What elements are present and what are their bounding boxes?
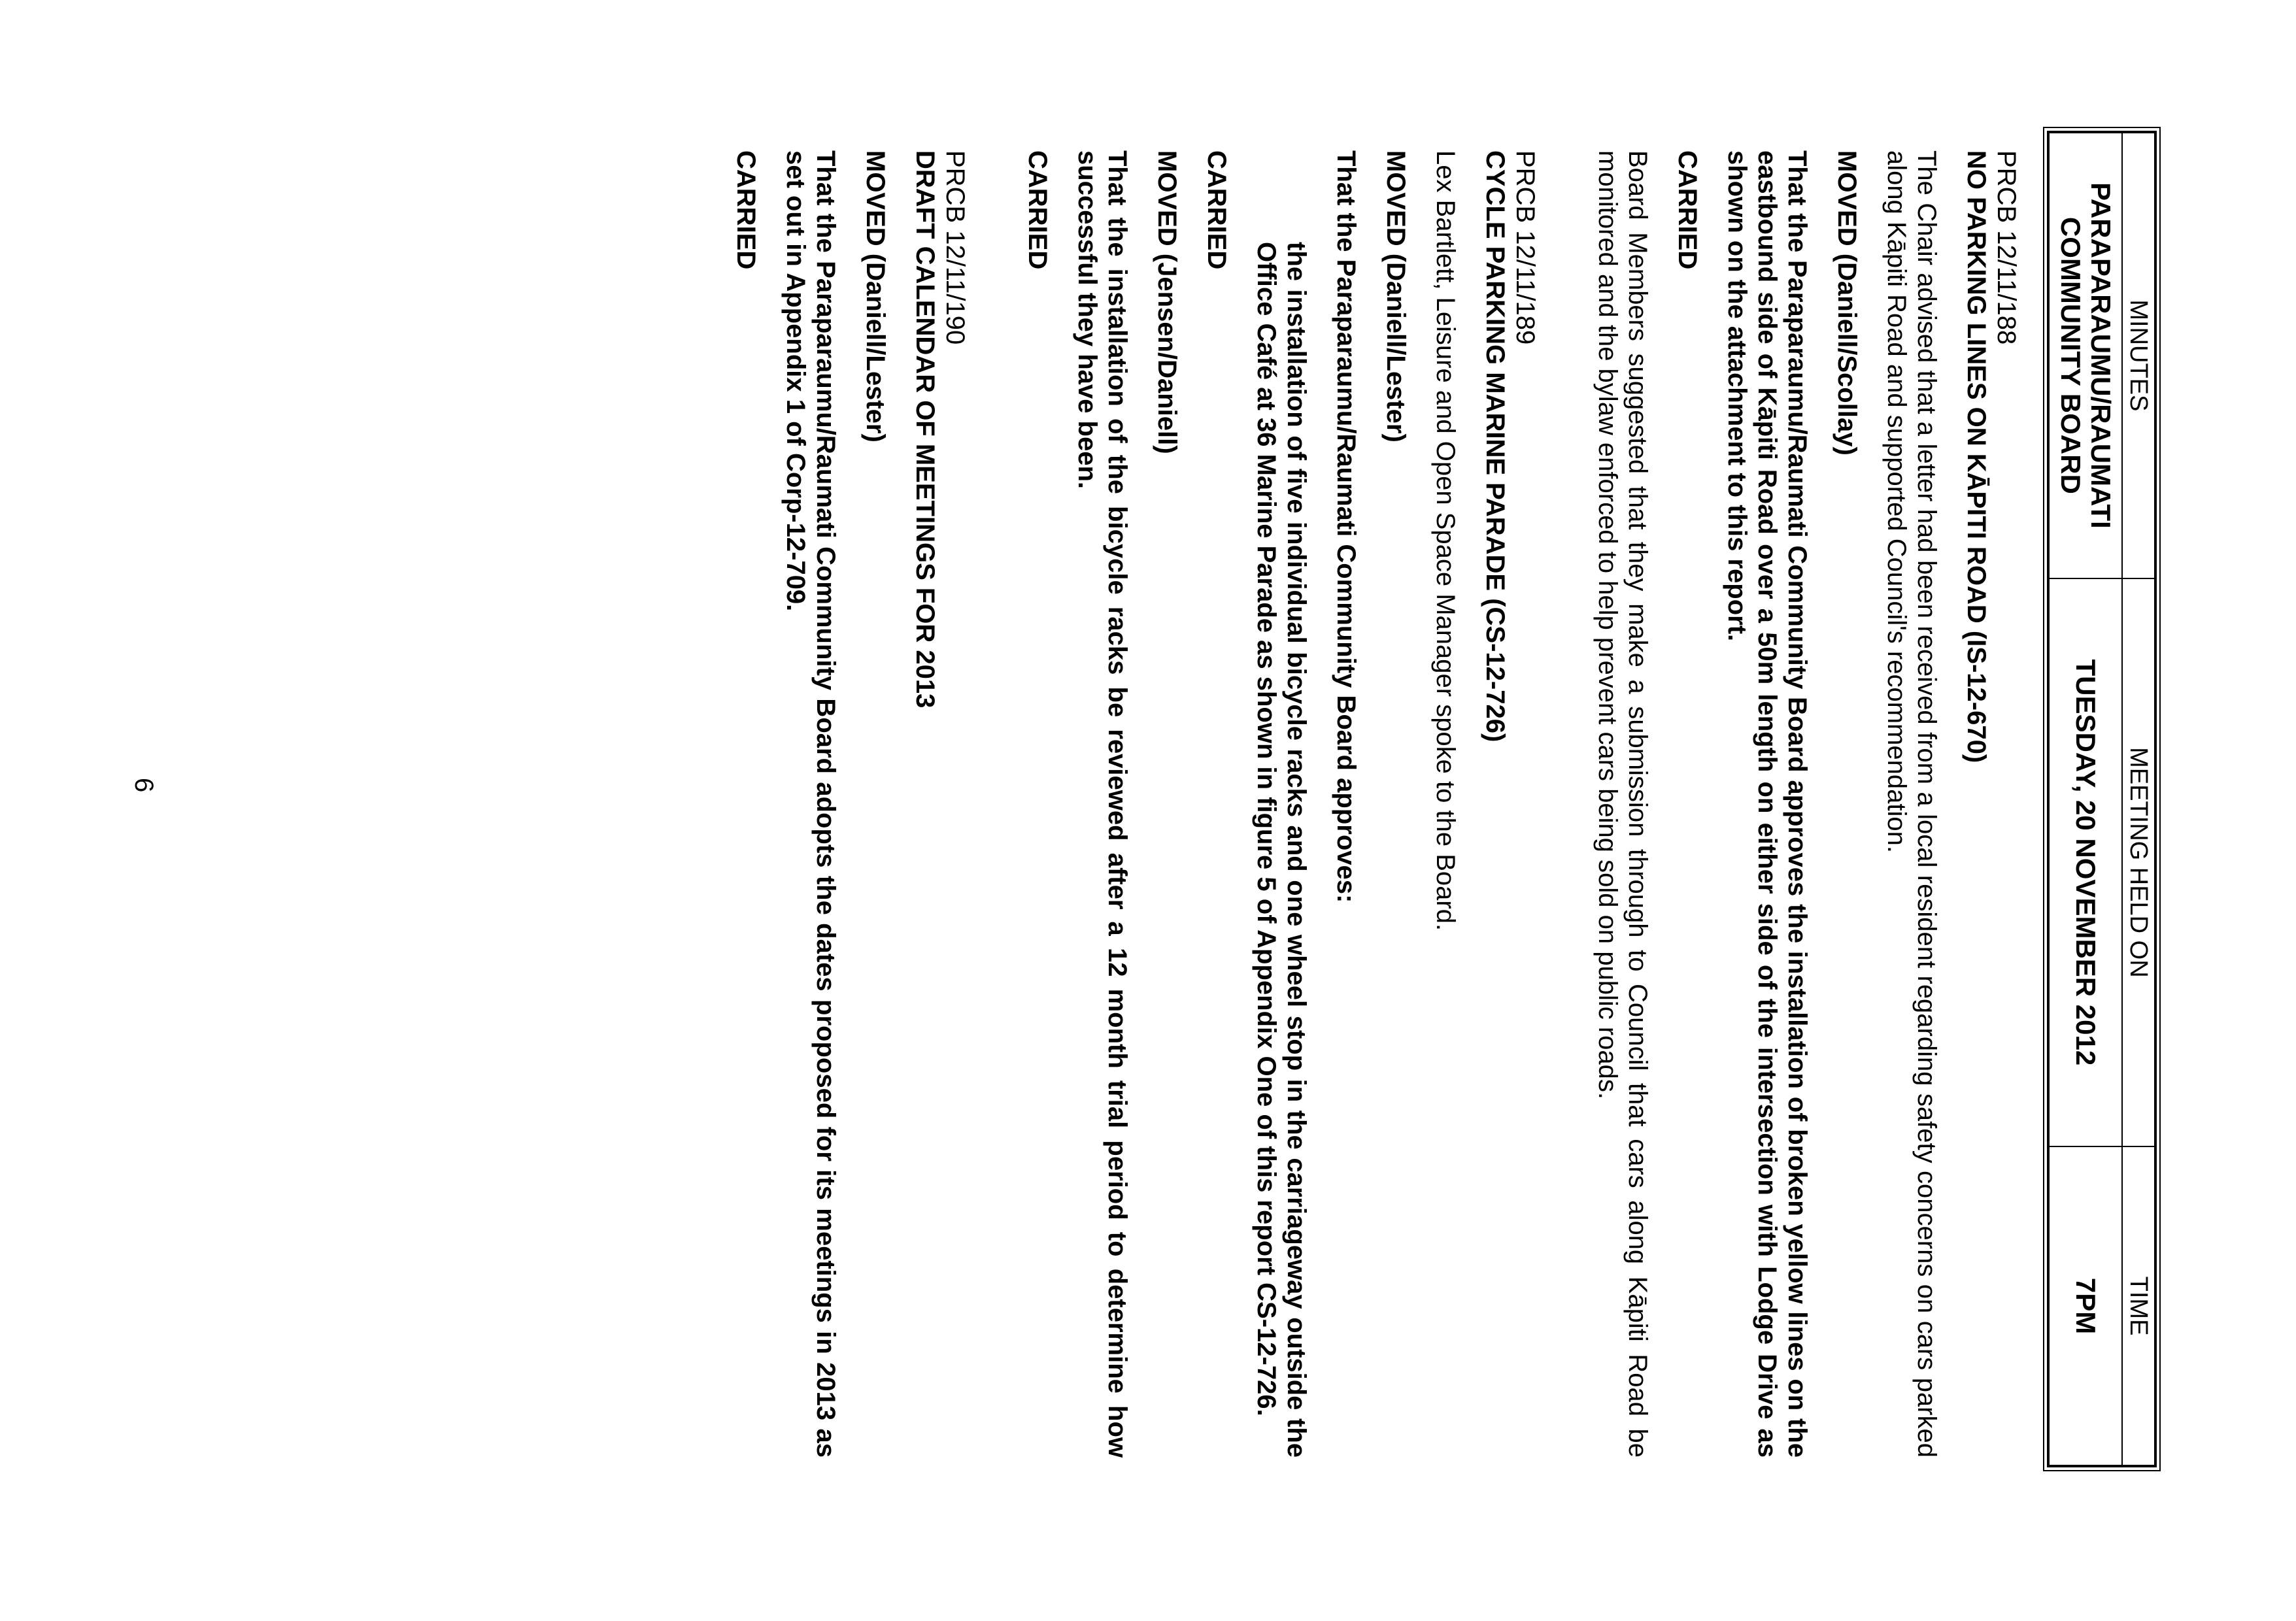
meeting-date: TUESDAY, 20 NOVEMBER 2012 bbox=[2048, 578, 2122, 1146]
item-ref: PRCB 12/11/189 bbox=[1511, 150, 1540, 345]
moved-line: MOVED (Jensen/Daniell) bbox=[1153, 150, 1181, 454]
item-intro: The Chair advised that a letter had been received from a local resident regarding safety concerns on cars parked along Kāpiti Road and supported Council's recommendation. bbox=[1882, 150, 1941, 1458]
carried-line: CARRIED bbox=[1023, 150, 1052, 270]
page-number: 6 bbox=[129, 778, 158, 793]
resolution-detail: the installation of five individual bicycle racks and one wheel stop in the carriageway outside the Office Café at 36 Marine Parade as shown in figure 5 of Appendix One of this report CS-12-726. bbox=[1252, 242, 1311, 1458]
item-title: NO PARKING LINES ON KĀPITI ROAD (IS-12-670) bbox=[1962, 150, 1991, 763]
item-title: DRAFT CALENDAR OF MEETINGS FOR 2013 bbox=[911, 150, 939, 709]
carried-line: CARRIED bbox=[1673, 150, 1702, 270]
resolution-text: That the installation of the bicycle racks be reviewed after a 12 month trial period to determine how successful they have been. bbox=[1073, 150, 1132, 1458]
meeting-held-on-label: MEETING HELD ON bbox=[2122, 578, 2155, 1146]
moved-line: MOVED (Daniell/Scollay) bbox=[1832, 150, 1861, 456]
minutes-label: MINUTES bbox=[2122, 132, 2155, 578]
item-ref: PRCB 12/11/188 bbox=[1992, 150, 2021, 345]
resolution-text: That the Paraparaumu/Raumati Community Board approves the installation of broken yellow lines on the eastbound side of Kāpiti Road over a 50m length on either side of the intersection with Lodge Drive as shown on the attachment to this report. bbox=[1723, 150, 1812, 1458]
item-note: Board Members suggested that they make a submission through to Council that cars along Kāpiti Road be monitored and the bylaw enforced to help prevent cars being sold on public roads. bbox=[1593, 150, 1652, 1458]
item-ref: PRCB 12/11/190 bbox=[941, 150, 970, 345]
time-label: TIME bbox=[2122, 1146, 2155, 1466]
resolution-text: That the Paraparaumu/Raumati Community Board adopts the dates proposed for its meetings in 2013 as set out in Appendix 1 of Corp-12-709. bbox=[781, 150, 840, 1458]
board-name: PARAPARAUMU/RAUMATI COMMUNITY BOARD bbox=[2048, 132, 2122, 578]
resolution-lead: That the Paraparaumu/Raumati Community Board approves: bbox=[1332, 150, 1360, 903]
minutes-body bbox=[731, 150, 2021, 1458]
moved-line: MOVED (Daniell/Lester) bbox=[1381, 150, 1410, 443]
meeting-time: 7PM bbox=[2048, 1146, 2122, 1466]
carried-line: CARRIED bbox=[732, 150, 760, 270]
moved-line: MOVED (Daniell/Lester) bbox=[861, 150, 890, 443]
item-title: CYCLE PARKING MARINE PARADE (CS-12-726) bbox=[1481, 150, 1510, 743]
carried-line: CARRIED bbox=[1202, 150, 1231, 270]
item-intro: Lex Bartlett, Leisure and Open Space Manager spoke to the Board. bbox=[1431, 150, 1460, 931]
header-table bbox=[2047, 131, 2157, 1467]
